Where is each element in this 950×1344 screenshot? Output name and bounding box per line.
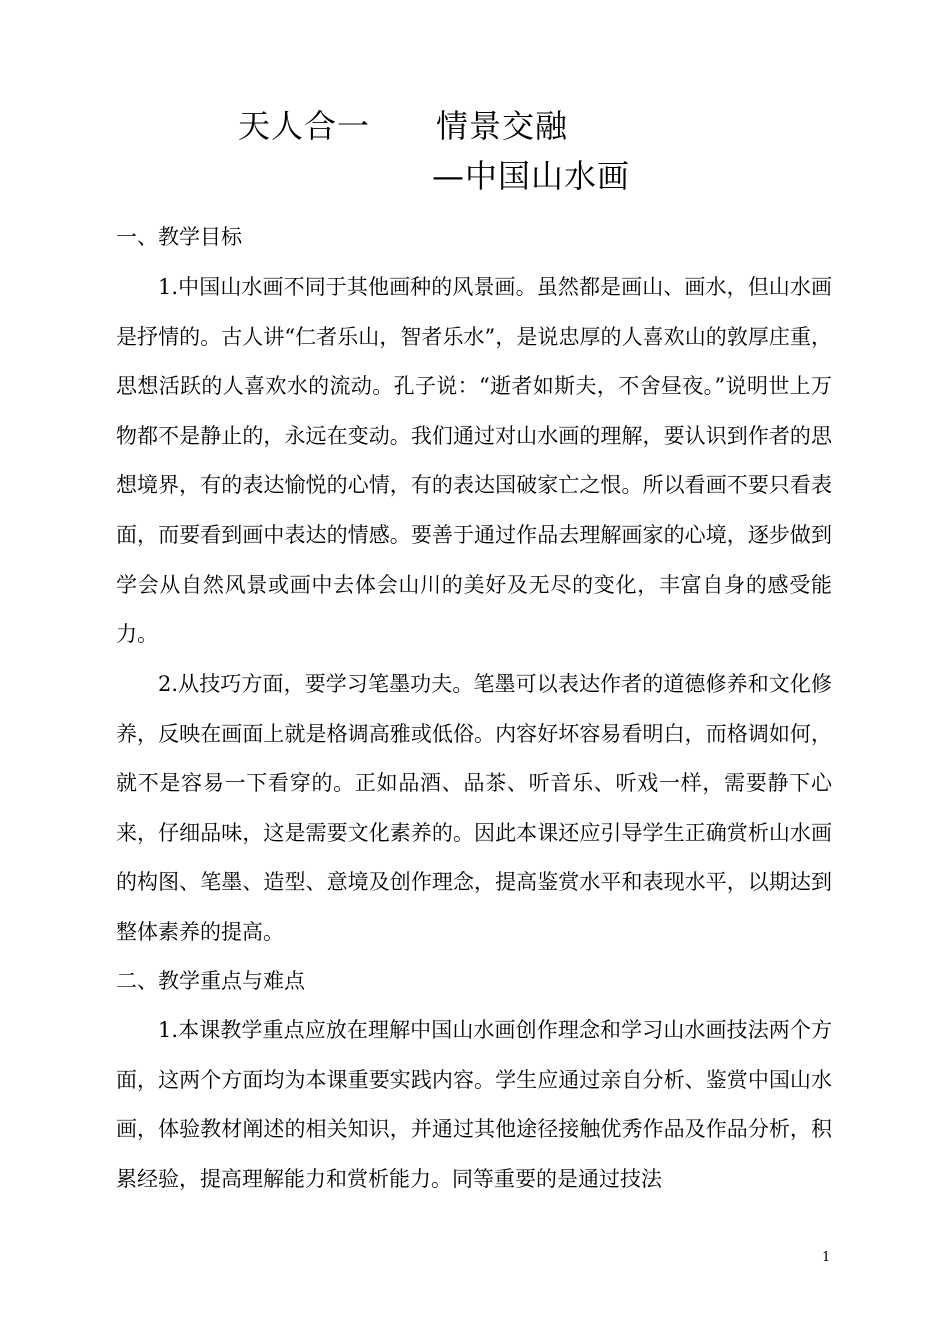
- paragraph-text: 1.本课教学重点应放在理解中国山水画创作理念和学习山水画技法两个方面，这两个方面均为本课重要实践内容。学生应通过亲自分析、鉴赏中国山水画，体验教材阐述的相关知识，并通过其他途径接触优秀作品及作品分析，积累经验，提高理解能力和赏析能力。同等重要的是通过技法: [116, 1018, 832, 1191]
- paragraph: [116, 263, 832, 660]
- section-heading-teaching-goals: 一、教学目标: [116, 225, 242, 249]
- document-title: 天人合一 情景交融: [238, 107, 569, 145]
- paragraph: [116, 1006, 832, 1216]
- paragraph-text: 2.从技巧方面，要学习笔墨功夫。笔墨可以表达作者的道德修养和文化修养，反映在画面上就是格调高雅或低俗。内容好坏容易看明白，而格调如何，就不是容易一下看穿的。正如品酒、品茶、听音乐、听戏一样，需要静下心来，仔细品味，这是需要文化素养的。因此本课还应引导学生正确赏析山水画的构图、笔墨、造型、意境及创作理念，提高鉴赏水平和表现水平，以期达到整体素养的提高。: [116, 672, 832, 944]
- paragraph: [116, 660, 832, 958]
- paragraph-text: 1.中国山水画不同于其他画种的风景画。虽然都是画山、画水，但山水画是抒情的。古人讲“仁者乐山，智者乐水”，是说忠厚的人喜欢山的敦厚庄重，思想活跃的人喜欢水的流动。孔子说：“逝者如斯夫，不舍昼夜。”说明世上万物都不是静止的，永远在变动。我们通过对山水画的理解，要认识到作者的思想境界，有的表达愉悦的心情，有的表达国破家亡之恨。所以看画不要只看表面，而要看到画中表达的情感。要善于通过作品去理解画家的心境，逐步做到学会从自然风景或画中去体会山川的美好及无尽的变化，丰富自身的感受能力。: [116, 275, 832, 647]
- document-subtitle: —中国山水画: [432, 157, 631, 195]
- page-number: 1: [822, 1250, 831, 1265]
- section-heading-key-points: 二、教学重点与难点: [116, 969, 305, 993]
